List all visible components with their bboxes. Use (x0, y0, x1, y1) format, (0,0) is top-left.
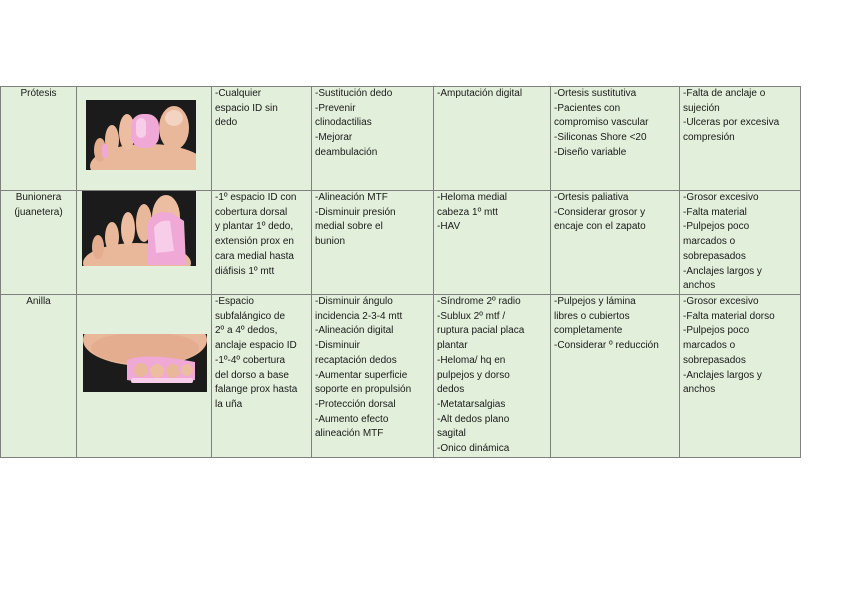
cell-line: -Disminuir presión (315, 206, 396, 218)
cell-line: bunion (315, 236, 346, 248)
cell-line: clinodactilias (315, 117, 372, 129)
cell-line: -Grosor excesivo (683, 192, 759, 203)
cell-line: -Amputación digital (437, 88, 523, 99)
col4-cell (551, 87, 680, 191)
cell-line: cara medial hasta (215, 250, 294, 262)
image-cell (77, 87, 212, 191)
cell-line: y plantar 1º dedo, (215, 221, 294, 233)
cell-line: -Siliconas Shore <20 (554, 132, 647, 144)
cell-line: alineación MTF (315, 428, 384, 440)
cell-line: falange prox hasta (215, 384, 298, 396)
cell-line: -Pulpejos y lámina (554, 296, 636, 307)
cell-line: sobrepasados (683, 250, 746, 262)
cell-line: marcados o (683, 340, 736, 352)
cell-line: -1º espacio ID con (215, 192, 297, 203)
cell-line: sujeción (683, 102, 720, 114)
cell-line: medial sobre el (315, 221, 383, 233)
cell-line: -Pulpejos poco (683, 325, 750, 337)
cell-line: -Considerar grosor y (554, 206, 646, 218)
row-name: Prótesis (20, 88, 57, 99)
cell-line: dedos (437, 384, 465, 396)
cell-line: la uña (215, 398, 243, 410)
col3-cell (434, 191, 551, 295)
cell-line: deambulación (315, 146, 378, 158)
cell-line: compresión (683, 132, 735, 144)
cell-line: completamente (554, 325, 623, 337)
cell-line: soporte en propulsión (315, 384, 412, 396)
cell-line: -Ortesis sustitutiva (554, 88, 637, 99)
cell-line: -Alt dedos plano (437, 413, 510, 425)
cell-line: encaje con el zapato (554, 221, 646, 233)
cell-line: del dorso a base (215, 369, 289, 381)
cell-line: -Ortesis paliativa (554, 192, 629, 203)
bunion-guard-photo (82, 191, 196, 266)
cell-line: -Aumento efecto (315, 413, 389, 425)
col2-cell (312, 191, 434, 295)
cell-line: -Sublux 2º mtf / (437, 310, 506, 322)
col2-cell (312, 295, 434, 458)
cell-line: recaptación dedos (315, 354, 397, 366)
table-row-bunionera (1, 191, 801, 295)
col3-cell (434, 295, 551, 458)
cell-line: -Falta material dorso (683, 310, 775, 322)
cell-line: sobrepasados (683, 354, 746, 366)
orthosis-table (0, 86, 801, 458)
cell-line: -Espacio (215, 296, 254, 307)
cell-line: 2º a 4º dedos, (215, 325, 278, 337)
cell-line: -Alineación digital (315, 325, 394, 337)
toe-loop-photo (83, 334, 207, 392)
table-row-protesis (1, 87, 801, 191)
cell-line: -HAV (437, 221, 461, 233)
col1-cell (212, 295, 312, 458)
cell-line: -Anclajes largos y (683, 265, 762, 277)
row-name: (juanetera) (14, 206, 63, 218)
row-name: Anilla (26, 296, 51, 307)
image-cell (77, 295, 212, 458)
cell-line: -Falta de anclaje o (683, 88, 766, 99)
cell-line: incidencia 2-3-4 mtt (315, 310, 403, 322)
table-row-anilla (1, 295, 801, 458)
cell-line: -Falta material (683, 206, 747, 218)
col4-cell (551, 191, 680, 295)
cell-line: plantar (437, 340, 468, 352)
cell-line: -Diseño variable (554, 146, 627, 158)
cell-line: anclaje espacio ID (215, 340, 297, 352)
col5-cell (680, 191, 801, 295)
cell-line: ruptura pacial placa (437, 325, 525, 337)
cell-line: subfalángico de (215, 310, 286, 322)
col5-cell (680, 87, 801, 191)
cell-line: -Onico dinámica (437, 443, 510, 455)
row-name-cell (1, 295, 77, 458)
cell-line: -Mejorar (315, 132, 353, 144)
cell-line: dedo (215, 117, 238, 129)
cell-line: extensión prox en (215, 236, 294, 248)
cell-line: -Pacientes con (554, 102, 621, 114)
cell-line: -Sustitución dedo (315, 88, 393, 99)
cell-line: -1º-4º cobertura (215, 354, 286, 366)
cell-line: -Prevenir (315, 102, 356, 114)
cell-line: -Ulceras por excesiva (683, 117, 780, 129)
col4-cell (551, 295, 680, 458)
cell-line: anchos (683, 280, 716, 292)
cell-line: -Considerar º reducción (554, 340, 659, 352)
row-name-cell (1, 191, 77, 295)
cell-line: -Cualquier (215, 88, 262, 99)
cell-line: -Alineación MTF (315, 192, 388, 203)
cell-line: cobertura dorsal (215, 206, 288, 218)
cell-line: sagital (437, 428, 466, 440)
cell-line: cabeza 1º mtt (437, 206, 498, 218)
cell-line: marcados o (683, 236, 736, 248)
col3-cell (434, 87, 551, 191)
cell-line: pulpejos y dorso (437, 369, 510, 381)
cell-line: -Pulpejos poco (683, 221, 750, 233)
cell-line: -Protección dorsal (315, 398, 396, 410)
row-name-cell (1, 87, 77, 191)
cell-line: -Heloma medial (437, 192, 508, 203)
cell-line: -Disminuir (315, 340, 360, 352)
cell-line: diáfisis 1º mtt (215, 265, 275, 277)
cell-line: -Heloma/ hq en (437, 354, 506, 366)
col1-cell (212, 87, 312, 191)
cell-line: compromiso vascular (554, 117, 649, 129)
cell-line: libres o cubiertos (554, 310, 630, 322)
cell-line: -Grosor excesivo (683, 296, 759, 307)
col5-cell (680, 295, 801, 458)
col1-cell (212, 191, 312, 295)
image-cell (77, 191, 212, 295)
cell-line: -Aumentar superficie (315, 369, 408, 381)
cell-line: -Metatarsalgias (437, 398, 506, 410)
cell-line: anchos (683, 384, 716, 396)
cell-line: -Anclajes largos y (683, 369, 762, 381)
cell-line: -Disminuir ángulo (315, 296, 393, 307)
row-name: Bunionera (15, 192, 62, 203)
toe-prosthesis-photo (86, 100, 196, 170)
cell-line: espacio ID sin (215, 102, 278, 114)
col2-cell (312, 87, 434, 191)
cell-line: -Síndrome 2º radio (437, 296, 521, 307)
